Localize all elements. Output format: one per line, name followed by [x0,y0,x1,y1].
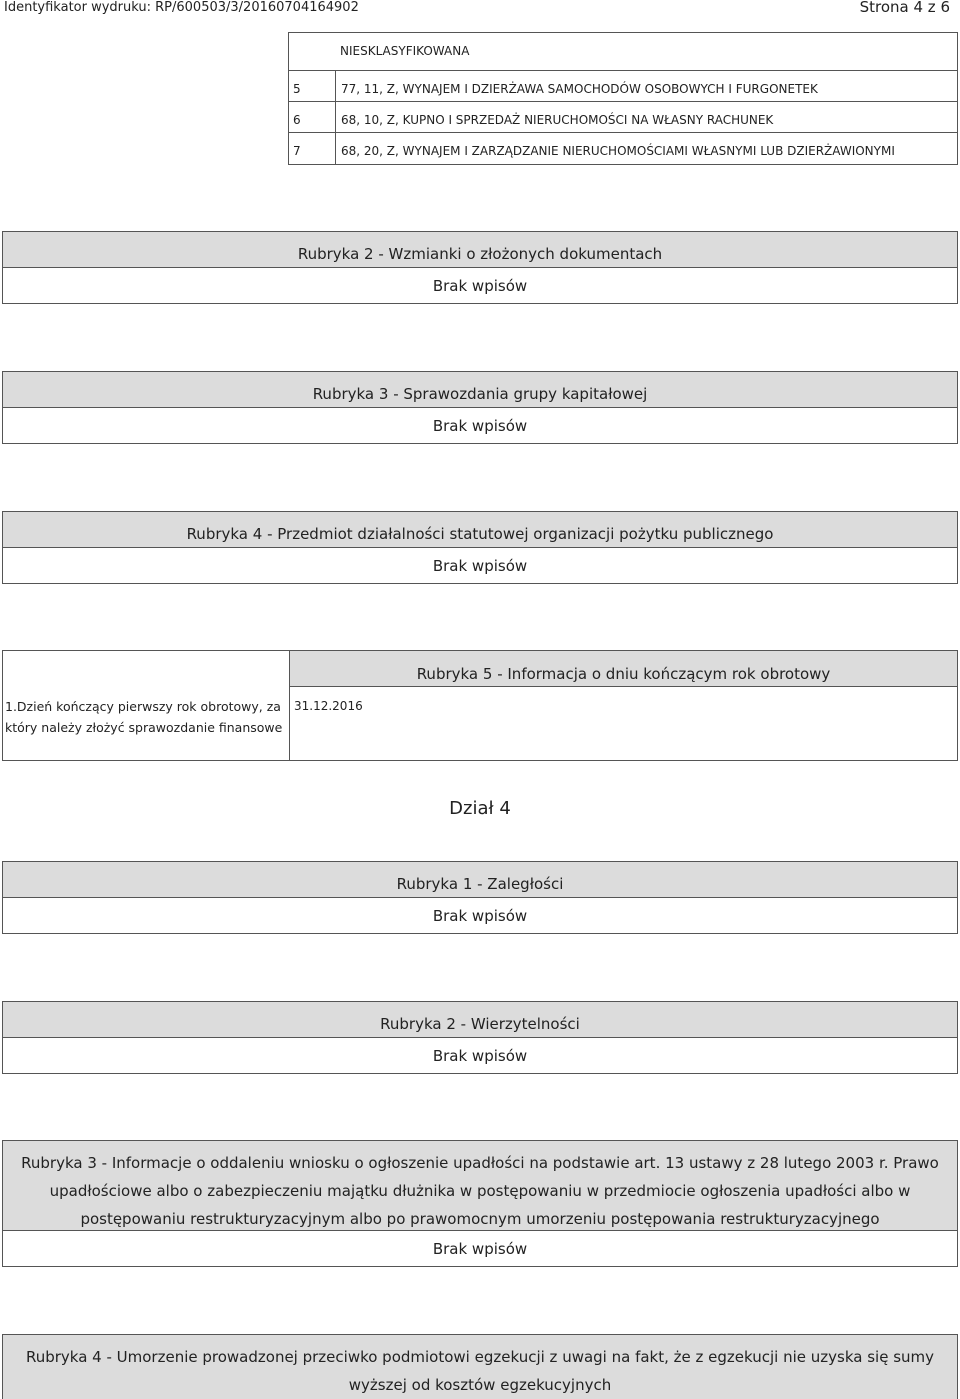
section-dzial4-rubryka-2 [2,1001,958,1074]
pkd-classification: NIESKLASYFIKOWANA [289,33,957,71]
section-title: Rubryka 3 - Informacje o oddaleniu wniosku o ogłoszenie upadłości na podstawie art. 13 ustawy z 28 lutego 2003 r. Prawo upadłościowe albo o zabezpieczeniu majątku dłużnika w postępowaniu w przedmiocie ogłoszenia upadłości albo w postępowaniu restrukturyzacyjnym albo po prawomocnym umorzeniu postępowania restrukturyzacyjnego [3,1141,957,1231]
section-rubryka-3 [2,371,958,444]
section-rubryka-2 [2,231,958,304]
section-title: Rubryka 5 - Informacja o dniu kończącym rok obrotowy [289,651,957,687]
section-rubryka-5 [2,650,958,761]
pkd-row-text: 77, 11, Z, WYNAJEM I DZIERŻAWA SAMOCHODÓW OSOBOWYCH I FURGONETEK [341,82,818,96]
section-body: Brak wpisów [432,276,528,295]
pkd-row-number: 5 [289,71,336,101]
section-dzial4-rubryka-1 [2,861,958,934]
section-dzial4-rubryka-3 [2,1140,958,1267]
field-label: 1.Dzień kończący pierwszy rok obrotowy, za który należy złożyć sprawozdanie finansowe [5,699,283,735]
section-body: Brak wpisów [432,1239,528,1258]
page-number: Strona 4 z 6 [859,0,950,16]
section-dzial4-rubryka-4 [2,1334,958,1399]
section-title: Rubryka 4 - Przedmiot działalności statutowej organizacji pożytku publicznego [3,512,957,548]
field-value: 31.12.2016 [289,687,957,761]
section-body: Brak wpisów [432,1046,528,1065]
print-identifier: Identyfikator wydruku: RP/600503/3/20160704164902 [4,0,359,15]
section-rubryka-4 [2,511,958,584]
section-title: Rubryka 2 - Wierzytelności [3,1002,957,1038]
pkd-table [288,32,958,165]
table-row [289,71,957,102]
section-title: Rubryka 4 - Umorzenie prowadzonej przeciwko podmiotowi egzekucji z uwagi na fakt, że z egzekucji nie uzyska się sumy wyższej od kosztów egzekucyjnych [3,1335,957,1399]
section-title: Rubryka 1 - Zaległości [3,862,957,898]
section-body: Brak wpisów [432,906,528,925]
section-title: Rubryka 2 - Wzmianki o złożonych dokumentach [3,232,957,268]
section-body: Brak wpisów [432,556,528,575]
table-row [289,133,957,164]
pkd-row-number: 7 [289,133,336,164]
pkd-row-text: 68, 10, Z, KUPNO I SPRZEDAŻ NIERUCHOMOŚCI NA WŁASNY RACHUNEK [341,113,774,127]
pkd-row-number: 6 [289,102,336,132]
section-title: Rubryka 3 - Sprawozdania grupy kapitałowej [3,372,957,408]
dzial-heading: Dział 4 [449,798,511,819]
pkd-row-text: 68, 20, Z, WYNAJEM I ZARZĄDZANIE NIERUCHOMOŚCIAMI WŁASNYMI LUB DZIERŻAWIONYMI [341,144,895,158]
section-body: Brak wpisów [432,416,528,435]
table-row [289,102,957,133]
